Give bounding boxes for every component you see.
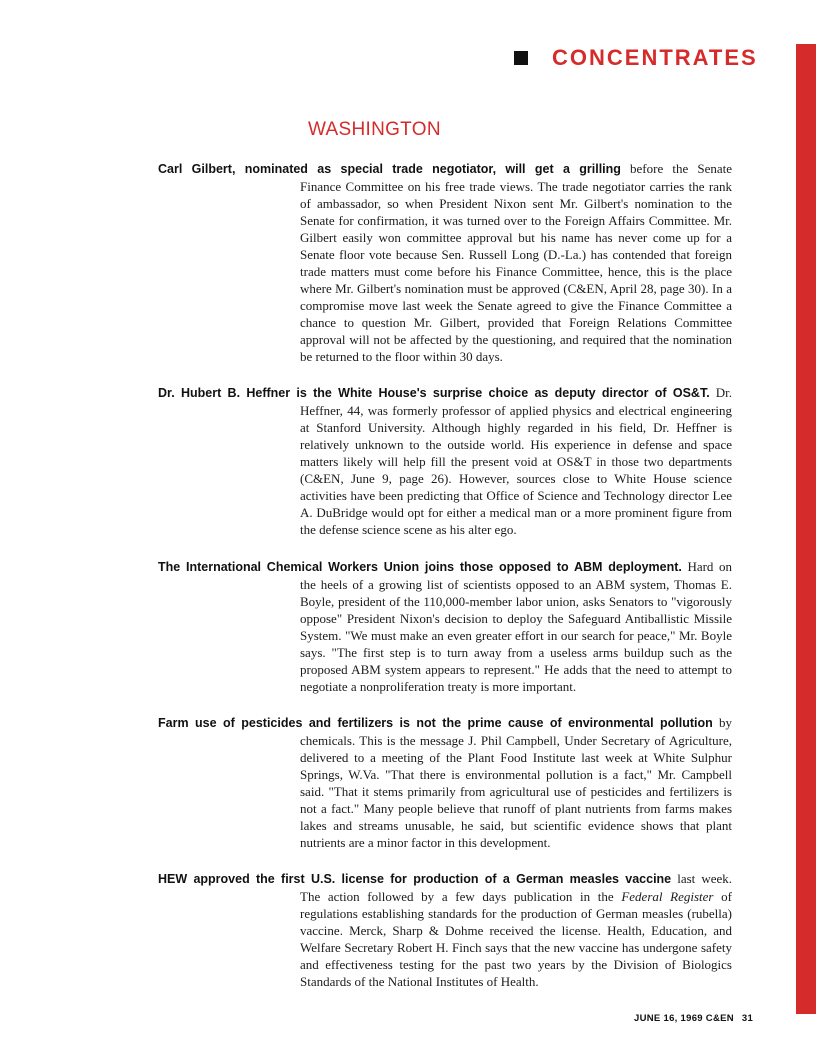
item-body (300, 888, 732, 990)
item-body: Finance Committee on his free trade views. The trade negotiator carries the rank of ambassador, so when President Nixon sent Mr. Gilbert's nomination to the Senate for confirmation, it was turned over to the Foreign Affairs Committee. Mr. Gilbert easily won committee approval but his name has never come up for a Senate floor vote because Sen. Russell Long (D.-La.) has contended that foreign trade matters must come before his Finance Committee, hence, this is the place where Mr. Gilbert's nomination must be approved (C&EN, April 28, page 30). In a compromise move last week the Senate agreed to give the Finance Committee a chance to question Mr. Gilbert, provided that Foreign Relations Committee approval will not be affected by the questioning, and required that the nomination be returned to the floor within 30 days. (300, 179, 732, 364)
news-item (158, 160, 732, 365)
item-first-line (158, 160, 732, 178)
item-lead: Dr. Hubert B. Heffner is the White House's surprise choice as deputy director of OS&T. (158, 386, 710, 400)
item-first-line (158, 714, 732, 732)
footer-date: JUNE 16, 1969 C&EN (634, 1013, 734, 1024)
red-sidebar-strip (796, 44, 816, 1014)
square-bullet-icon (514, 51, 528, 65)
item-lead-rest: last week. (671, 871, 733, 886)
item-body-text: of regulations establishing standards for the production of German measles (rubella) vaccine. Merck, Sharp & Dohme received the license. Health, Education, and Welfare Secretary Robert H. Finch says that the new vaccine has undergone safety and effectiveness testing for the past two years by the Division of Biologics Standards of the National Institutes of Health. (300, 889, 732, 989)
news-item (158, 870, 732, 990)
item-lead: Carl Gilbert, nominated as special trade negotiator, will get a grilling (158, 162, 621, 176)
page-number: 31 (741, 1013, 754, 1024)
item-first-line (158, 870, 732, 888)
item-lead-rest: Dr. (709, 385, 732, 400)
item-lead-rest: by (712, 715, 733, 730)
item-lead-rest: Hard on (681, 559, 732, 574)
item-lead-rest: before the Senate (620, 161, 733, 176)
news-item (158, 558, 732, 695)
item-body: the heels of a growing list of scientists opposed to an ABM system, Thomas E. Boyle, president of the 110,000-member labor union, asks Senators to "vigorously oppose" President Nixon's decision to deploy the Safeguard Antiballistic Missile System. "We must make an even greater effort in our search for peace," Mr. Boyle says. "The first step is to turn away from a useless arms buildup such as the proposed ABM system appears to represent." He adds that the need to attempt to negotiate a nonproliferation treaty is more important. (300, 577, 732, 694)
news-item (158, 384, 732, 538)
page-header (514, 43, 758, 73)
item-first-line (158, 558, 732, 576)
header-title: CONCENTRATES (552, 45, 758, 70)
publication-title: Federal Register (621, 889, 714, 904)
section-title: WASHINGTON (308, 119, 441, 140)
news-item (158, 714, 732, 851)
item-lead: HEW approved the first U.S. license for production of a German measles vaccine (158, 872, 672, 886)
item-body: Heffner, 44, was formerly professor of applied physics and electrical engineering at Stanford University. Although highly regarded in his field, Dr. Heffner is relatively unknown to the outside world. His experience in defense and space matters likely will help fill the present void at OS&T in those two departments (C&EN, June 9, page 26). However, sources close to White House science activities have been predicting that Office of Science and Technology director Lee A. DuBridge would opt for either a medical man or a more prominent figure from the defense science scene as his alter ego. (300, 403, 732, 537)
item-lead: Farm use of pesticides and fertilizers is not the prime cause of environmental pollution (158, 716, 713, 730)
item-body: chemicals. This is the message J. Phil Campbell, Under Secretary of Agriculture, delivered to a meeting of the Plant Food Institute last week at White Sulphur Springs, W.Va. "That there is environmental pollution is a fact," Mr. Campbell said. "That it stems primarily from agricultural use of pesticides and fertilizers is not a fact." Many people believe that runoff of plant nutrients from farms makes lakes and streams unusable, he said, but scientific evidence shows that plant nutrients are a minor factor in this development. (300, 733, 732, 850)
item-first-line (158, 384, 732, 402)
page-footer (634, 1013, 753, 1024)
item-lead: The International Chemical Workers Union joins those opposed to ABM deployment. (158, 560, 682, 574)
item-body-text: The action followed by a few days publication in the (300, 889, 622, 904)
